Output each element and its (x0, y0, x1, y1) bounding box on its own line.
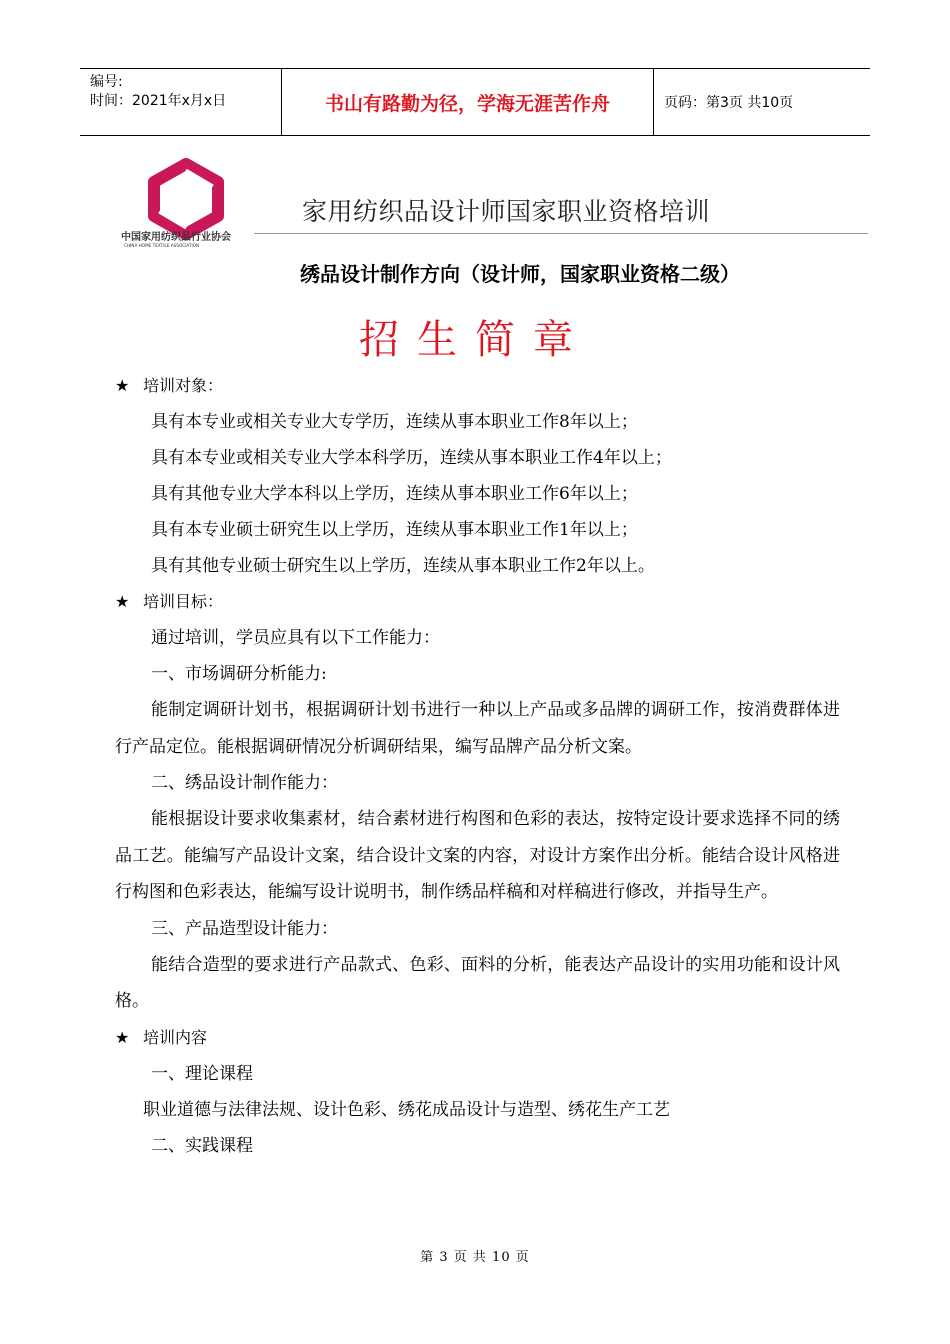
header-number-label: 编号: (90, 74, 123, 90)
logo-org-name-en: CHINA HOME TEXTILE ASSOCIATION (124, 243, 200, 248)
goals-item-title: 一、市场调研分析能力: (151, 664, 327, 684)
document-main-title: 招生简章 (359, 317, 591, 363)
content-item-title: 二、实践课程 (151, 1135, 253, 1156)
target-line: 具有本专业或相关专业大专学历，连续从事本职业工作8年以上； (151, 412, 638, 432)
star-icon: ★ (115, 592, 130, 611)
page-footer: 第 3 页 共 10 页 (420, 1250, 530, 1265)
logo-org-name-cn: 中国家用纺织品行业协会 (121, 232, 231, 243)
section-heading-text: 培训目标： (143, 592, 224, 611)
header-motto: 书山有路勤为径，学海无涯苦作舟 (282, 69, 654, 135)
association-logo (118, 158, 254, 248)
content-item-text: 职业道德与法律法规、设计色彩、绣花成品设计与造型、绣花生产工艺 (143, 1099, 670, 1120)
goals-item-text: 能结合造型的要求进行产品款式、色彩、面料的分析，能表达产品设计的实用功能和设计风格。 (115, 954, 840, 1011)
document-subtitle: 绣品设计制作方向（设计师，国家职业资格二级） (300, 262, 740, 286)
section-heading-target (115, 368, 840, 404)
target-line: 具有其他专业硕士研究生以上学历，连续从事本职业工作2年以上。 (151, 556, 655, 576)
section-heading-goals (115, 584, 840, 620)
goals-intro: 通过培训，学员应具有以下工作能力： (151, 628, 440, 648)
target-line: 具有其他专业大学本科以上学历，连续从事本职业工作6年以上； (151, 484, 638, 504)
content-item-title: 一、理论课程 (151, 1063, 253, 1084)
document-header (80, 68, 870, 136)
hexagon-logo-icon (154, 164, 218, 234)
header-time-label: 时间：2021年x月x日 (90, 93, 227, 109)
goals-item-title: 二、绣品设计制作能力： (151, 773, 338, 793)
section-heading-text: 培训对象： (143, 376, 224, 395)
star-icon: ★ (115, 376, 130, 395)
target-line: 具有本专业或相关专业大学本科学历，连续从事本职业工作4年以上； (151, 448, 672, 468)
goals-item-text: 能根据设计要求收集素材，结合素材进行构图和色彩的表达，按特定设计要求选择不同的绣品工艺。能编写产品设计文案，结合设计文案的内容，对设计方案作出分析。能结合设计风格进行构图和色彩表达，能编写设计说明书，制作绣品样稿和对样稿进行修改，并指导生产。 (115, 809, 840, 902)
header-page-info: 页码：第3页 共10页 (664, 95, 794, 111)
document-body (115, 368, 840, 1164)
header-meta-cell (80, 69, 282, 135)
section-heading-content (115, 1020, 840, 1056)
title-divider (254, 233, 868, 234)
section-heading-text: 培训内容 (143, 1027, 208, 1047)
goals-item-title: 三、产品造型设计能力： (151, 918, 338, 939)
goals-item-text: 能制定调研计划书，根据调研计划书进行一种以上产品或多品牌的调研工作，按消费群体进行产品定位。能根据调研情况分析调研结果，编写品牌产品分析文案。 (115, 700, 840, 757)
star-icon: ★ (115, 1027, 130, 1047)
org-title: 家用纺织品设计师国家职业资格培训 (302, 197, 711, 226)
target-line: 具有本专业硕士研究生以上学历，连续从事本职业工作1年以上； (151, 520, 638, 540)
